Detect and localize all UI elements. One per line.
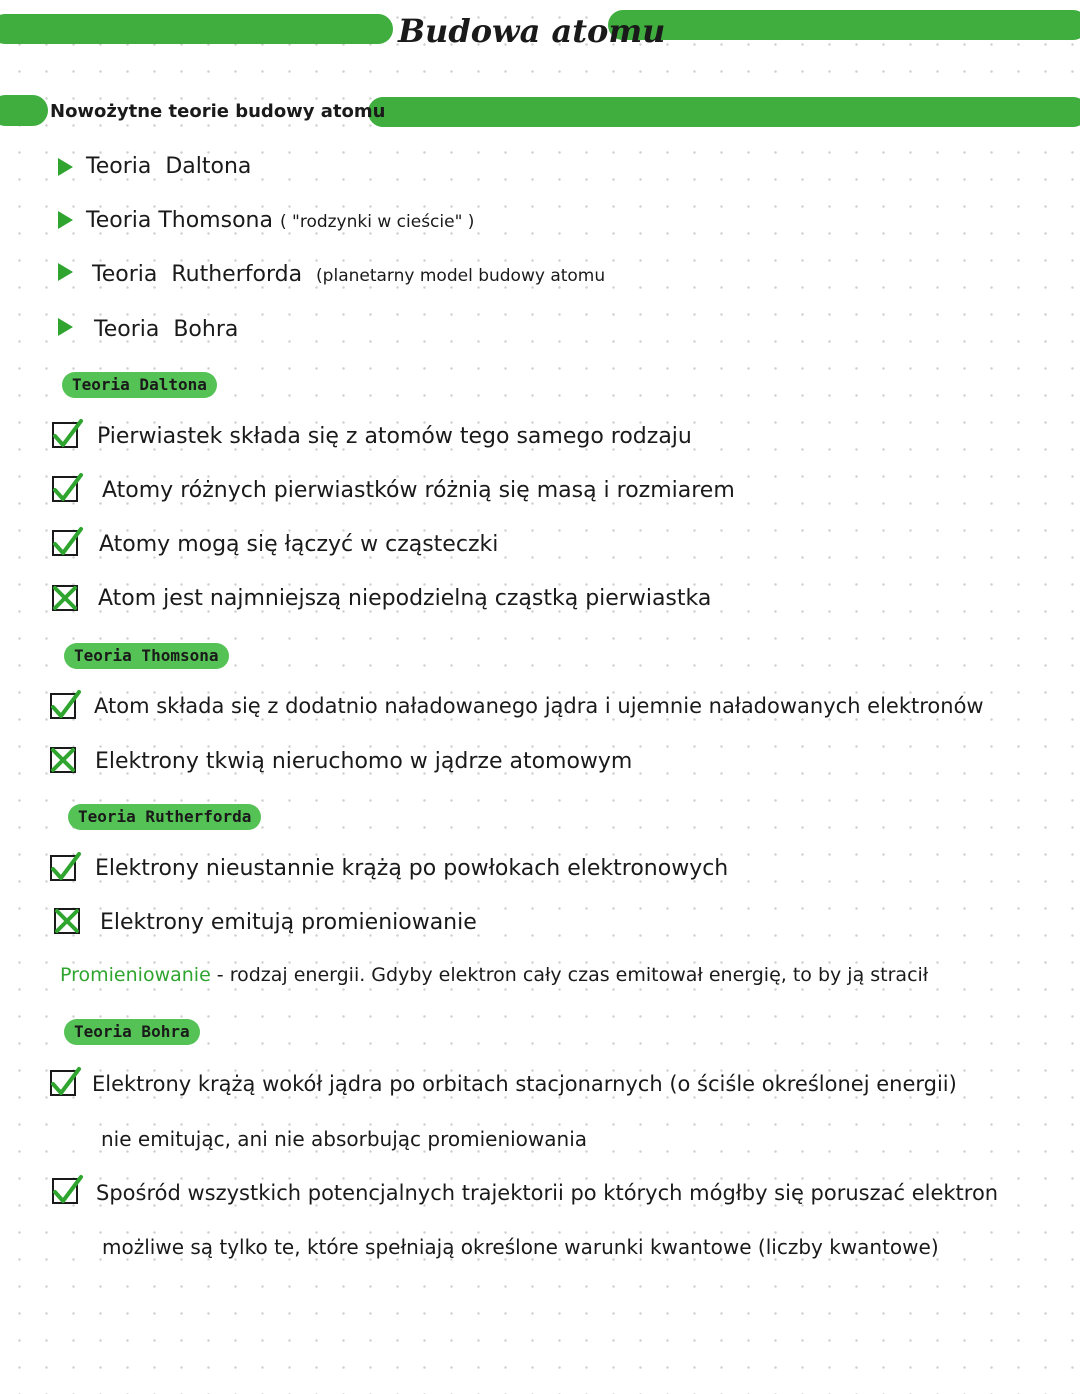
checkbox-checked-icon [52,422,78,448]
dalton-statement: Pierwiastek składa się z atomów tego samego rodzaju [97,424,692,449]
theory-item: Teoria Bohra [94,317,239,342]
definition-line [60,964,928,986]
triangle-bullet-icon [58,211,73,229]
section-heading: Nowożytne teorie budowy atomu [50,101,386,122]
thomson-statement: Elektrony tkwią nieruchomo w jądrze atomowym [95,749,633,774]
checkbox-checked-icon [50,855,76,881]
checkbox-crossed-icon [54,908,80,934]
triangle-bullet-icon [58,263,73,281]
thomson-statement: Atom składa się z dodatnio naładowanego jądra i ujemnie naładowanych elektronów [94,694,984,718]
section-title-bohr: Teoria Bohra [64,1019,200,1045]
dalton-statement: Atomy mogą się łączyć w cząsteczki [99,532,499,557]
page-title: Budowa atomu [398,12,666,50]
checkbox-checked-icon [50,693,76,719]
heading-bar-right [368,97,1080,127]
section-title-rutherford: Teoria Rutherforda [68,804,261,830]
checkbox-checked-icon [52,476,78,502]
theory-item: Teoria Rutherforda (planetarny model budowy atomu [92,262,606,287]
triangle-bullet-icon [58,318,73,336]
checkbox-checked-icon [52,1178,78,1204]
theory-item: Teoria Thomsona ( "rodzynki w cieście" ) [86,208,475,233]
dalton-statement: Atom jest najmniejszą niepodzielną cząstką pierwiastka [98,586,712,611]
theory-item: Teoria Daltona [86,154,252,179]
bohr-statement: Elektrony krążą wokół jądra po orbitach stacjonarnych (o ściśle określonej energii) [92,1072,957,1096]
dalton-statement: Atomy różnych pierwiastków różnią się masą i rozmiarem [102,478,735,503]
title-bar-right [608,10,1080,40]
section-title-dalton: Teoria Daltona [62,372,217,398]
checkbox-crossed-icon [50,747,76,773]
bohr-statement-continuation: możliwe są tylko te, które spełniają określone warunki kwantowe (liczby kwantowe) [102,1235,939,1259]
bohr-statement-continuation: nie emitując, ani nie absorbując promieniowania [101,1127,588,1151]
rutherford-statement: Elektrony nieustannie krążą po powłokach elektronowych [95,856,729,881]
section-title-thomson: Teoria Thomsona [64,643,229,669]
heading-bar-left [0,95,48,126]
rutherford-statement: Elektrony emitują promieniowanie [100,910,477,935]
title-bar-left [0,14,393,44]
bohr-statement: Spośród wszystkich potencjalnych trajektorii po których mógłby się poruszać elektron [96,1181,999,1205]
definition-term: Promieniowanie [60,964,211,986]
definition-text: - rodzaj energii. Gdyby elektron cały czas emitował energię, to by ją stracił [210,964,929,986]
checkbox-checked-icon [50,1070,76,1096]
checkbox-crossed-icon [52,585,78,611]
checkbox-checked-icon [52,530,78,556]
triangle-bullet-icon [58,158,73,176]
